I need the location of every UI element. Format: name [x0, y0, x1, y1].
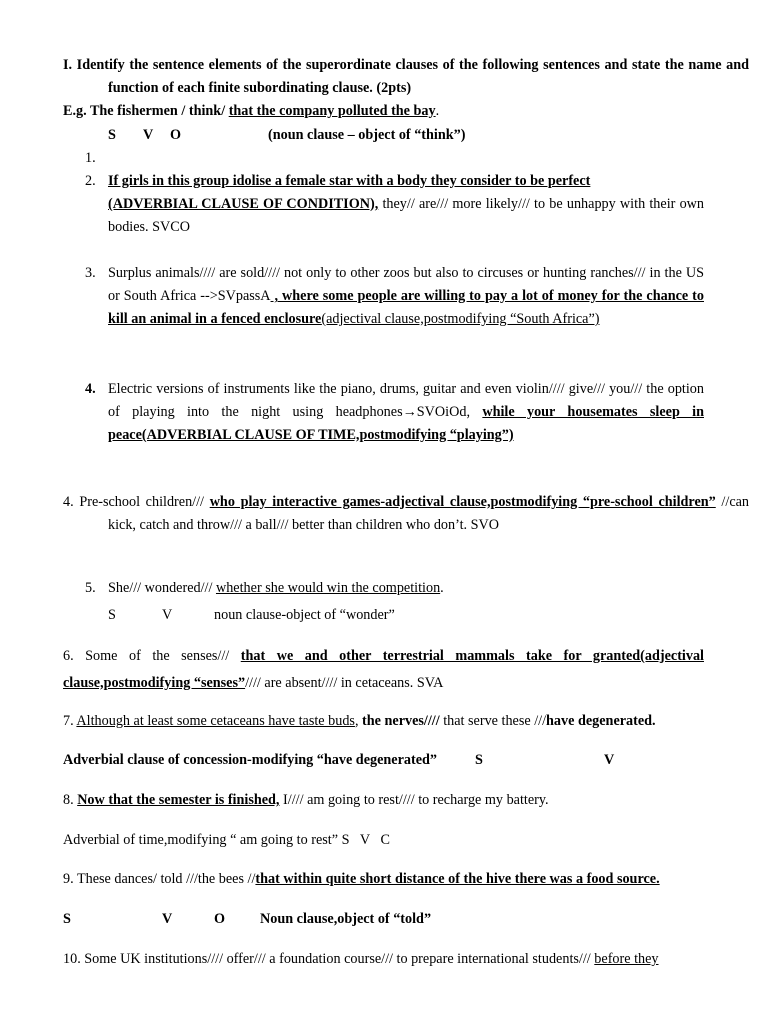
item-10-text: 10. Some UK institutions//// offer/// a foundation course/// to prepare international students/// before they — [63, 951, 659, 967]
item-9-note: Noun clause,object of “told” — [260, 911, 432, 927]
item-5-number: 5. — [85, 580, 96, 596]
item-5-text: She/// wondered/// whether she would win the competition. — [108, 580, 444, 596]
arrow-icon: → — [402, 404, 417, 420]
item-3-text: Surplus animals//// are sold//// not only to other zoos but also to circuses or hunting ranches/// in the US or South Africa -->SVpassA , where some people are willing to pay a lot of money for the chance to kill an animal in a fenced enclosure(adjectival clause,postmodifying “South Africa”) — [108, 265, 704, 327]
item-8-note: Adverbial of time,modifying “ am going to rest” S V C — [63, 832, 390, 848]
example-clause: that the company polluted the bay — [228, 103, 436, 119]
item-4b-text: 4. Pre-school children/// who play interactive games-adjectival clause,postmodifying “pre-school children” //can kick, catch and throw/// a ball/// better than children who don’t. SVO — [63, 494, 750, 533]
item-4a-number: 4. — [85, 381, 96, 397]
exercise-heading: I. Identify the sentence elements of the superordinate clauses of the following sentences and state the name and function of each finite subordinating clause. (2pts) — [63, 57, 749, 96]
item-8-text: 8. Now that the semester is finished, I//// am going to rest//// to recharge my battery. — [63, 792, 549, 808]
item-7-note: Adverbial clause of concession-modifying “have degenerated” — [63, 752, 437, 768]
item-7-label-s: S — [475, 752, 483, 768]
item-2-text: If girls in this group idolise a female star with a body they consider to be perfect (ADVERBIAL CLAUSE OF CONDITION), they// are/// more likely/// to be unhappy with their own bodies. SVCO — [108, 173, 705, 235]
item-3-number: 3. — [85, 265, 96, 281]
item-5-note: noun clause-object of “wonder” — [214, 607, 395, 623]
example-sentence: E.g. The fishermen / think/ that the company polluted the bay. — [63, 103, 440, 119]
item-6-text: 6. Some of the senses/// that we and other terrestrial mammals take for granted(adjectival clause,postmodifying “senses”//// are absent//// in cetaceans. SVA — [63, 648, 704, 691]
item-4a-text: Electric versions of instruments like the piano, drums, guitar and even violin//// give/// you/// the option of playing into the night using headphones→SVOiOd, while your housemates sleep in peace(ADVERBIAL CLAUSE OF TIME,postmodifying “playing”) — [108, 381, 704, 443]
item-9-text: 9. These dances/ told ///the bees //that within quite short distance of the hive there was a food source. — [63, 871, 660, 887]
item-9-label-o: O — [214, 911, 226, 927]
item-5-label-v: V — [162, 607, 173, 623]
example-label-o: O — [170, 127, 182, 143]
example-label-v: V — [143, 127, 154, 143]
item-7-text: 7. Although at least some cetaceans have taste buds, the nerves//// that serve these ///have degenerated. — [63, 713, 656, 729]
example-note: (noun clause – object of “think”) — [268, 127, 466, 143]
item-9-label-s: S — [63, 911, 71, 927]
item-2-number: 2. — [85, 173, 96, 189]
item-9-label-v: V — [162, 911, 173, 927]
example-label-s: S — [108, 127, 116, 143]
item-1-number: 1. — [85, 150, 96, 166]
item-5-label-s: S — [108, 607, 116, 623]
item-7-label-v: V — [604, 752, 615, 768]
